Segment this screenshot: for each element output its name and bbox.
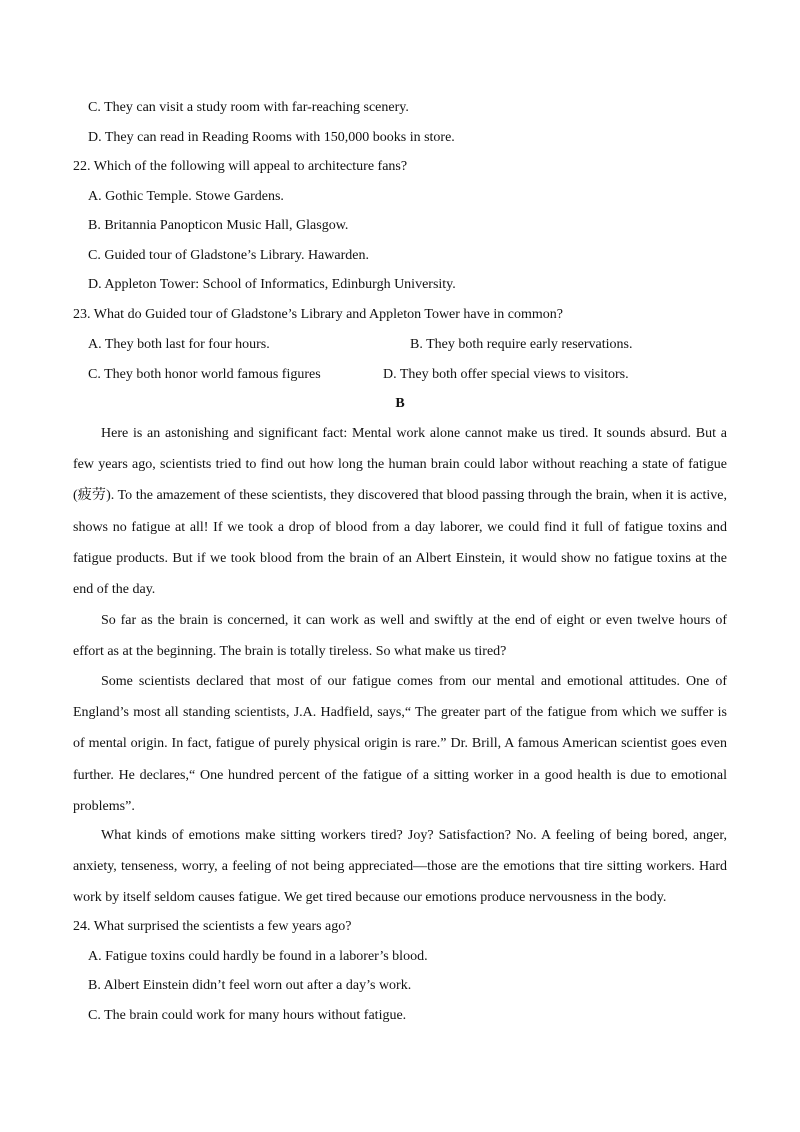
q22-stem: 22. Which of the following will appeal to architecture fans? xyxy=(73,159,408,174)
q23-option-a: A. They both last for four hours. xyxy=(88,337,270,352)
q22-option-a: A. Gothic Temple. Stowe Gardens. xyxy=(88,189,284,204)
section-b-heading: B xyxy=(395,396,405,411)
q22-option-d: D. Appleton Tower: School of Informatics, Edinburgh University. xyxy=(88,277,456,292)
q22-option-b: B. Britannia Panopticon Music Hall, Glasgow. xyxy=(88,218,349,233)
q24-stem: 24. What surprised the scientists a few years ago? xyxy=(73,919,352,934)
q24-option-c: C. The brain could work for many hours without fatigue. xyxy=(88,1008,407,1023)
q23-option-b: B. They both require early reservations. xyxy=(410,337,633,352)
q23-option-d: D. They both offer special views to visitors. xyxy=(383,367,629,382)
passage-paragraph-4: What kinds of emotions make sitting workers tired? Joy? Satisfaction? No. A feeling of being bored, anger, anxiety, tenseness, worry, a feeling of not being appreciated—those are the emotions that tire sitting workers. Hard work by itself seldom causes fatigue. We get tired because our emotions produce nervousness in the body. xyxy=(73,828,727,906)
q22-option-c: C. Guided tour of Gladstone’s Library. Hawarden. xyxy=(88,248,369,263)
q24-option-b: B. Albert Einstein didn’t feel worn out after a day’s work. xyxy=(88,978,412,993)
passage-paragraph-2: So far as the brain is concerned, it can work as well and swiftly at the end of eight or even twelve hours of effort as at the beginning. The brain is totally tireless. So what make us tired? xyxy=(73,613,727,660)
passage-paragraph-3: Some scientists declared that most of our fatigue comes from our mental and emotional attitudes. One of England’s most all standing scientists, J.A. Hadfield, says,“ The greater part of the fatigue from which we suffer is of mental origin. In fact, fatigue of purely physical origin is rare.” Dr. Brill, A famous American scientist goes even further. He declares,“ One hundred percent of the fatigue of a sitting worker in a good health is due to emotional problems”. xyxy=(73,674,727,814)
q24-option-a: A. Fatigue toxins could hardly be found in a laborer’s blood. xyxy=(88,949,428,964)
q23-option-c: C. They both honor world famous figures xyxy=(88,367,321,382)
q21-option-c: C. They can visit a study room with far-reaching scenery. xyxy=(88,100,409,115)
q23-stem: 23. What do Guided tour of Gladstone’s Library and Appleton Tower have in common? xyxy=(73,307,563,322)
passage-paragraph-1: Here is an astonishing and significant fact: Mental work alone cannot make us tired. It sounds absurd. But a few years ago, scientists tried to find out how long the human brain could labor without reaching a state of fatigue (疲劳). To the amazement of these scientists, they discovered that blood passing through the brain, when it is active, shows no fatigue at all! If we took a drop of blood from a day laborer, we could find it full of fatigue toxins and fatigue products. But if we took blood from the brain of an Albert Einstein, it would show no fatigue toxins at the end of the day. xyxy=(73,426,727,598)
q21-option-d: D. They can read in Reading Rooms with 150,000 books in store. xyxy=(88,130,455,145)
